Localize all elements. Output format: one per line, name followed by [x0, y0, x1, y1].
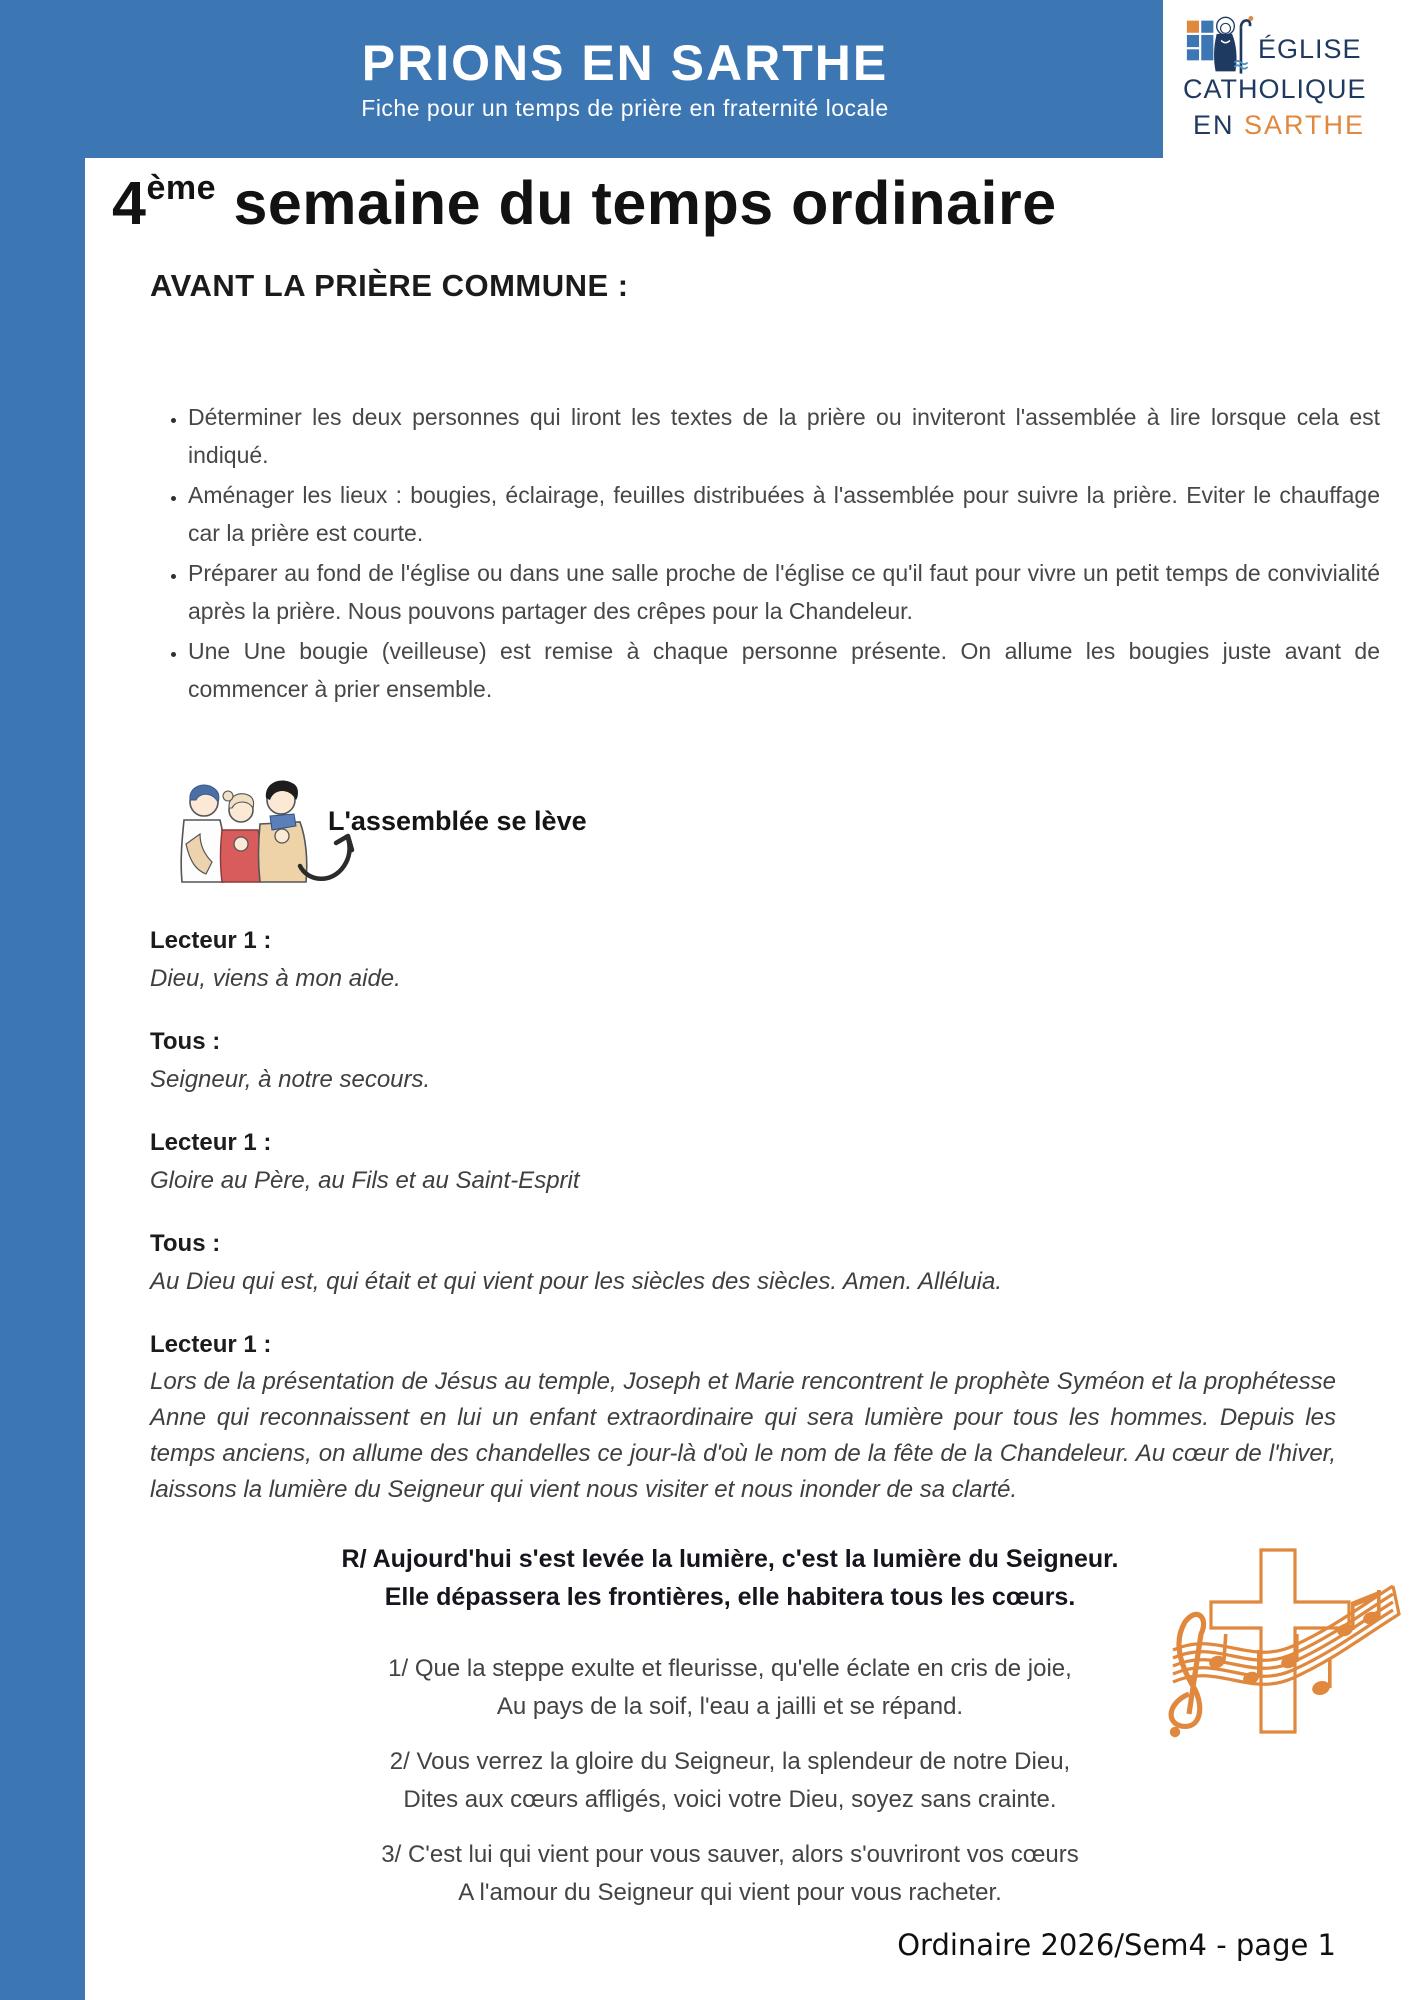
logo-text-sarthe: SARTHE	[1244, 110, 1366, 140]
list-item: • Aménager les lieux : bougies, éclairage, feuilles distribuées à l'assemblée pour suivre la prière. Eviter le chauffage car la prière est courte.	[188, 476, 1380, 552]
ordinal-superscript: ème	[146, 168, 216, 207]
verse-line: 3/ C'est lui qui vient pour vous sauver, alors s'ouvriront vos cœurs	[381, 1841, 1079, 1868]
speaker-label: Lecteur 1 :	[150, 1331, 272, 1358]
dialogue-block	[150, 1124, 1336, 1199]
verse-1	[200, 1650, 1260, 1726]
refrain	[200, 1540, 1260, 1616]
verse-3	[200, 1836, 1260, 1912]
curved-up-arrow-icon	[296, 828, 360, 888]
dialogue-block	[150, 922, 1336, 997]
song-verses	[200, 1650, 1260, 1929]
logo-text-catholique: CATHOLIQUE	[1183, 74, 1367, 104]
refrain-line-2: Elle dépassera les frontières, elle habitera tous les cœurs.	[384, 1583, 1076, 1611]
page-footer: Ordinaire 2026/Sem4 - page 1	[897, 1928, 1336, 1962]
dialogue-text: Au Dieu qui est, qui était et qui vient pour les siècles des siècles. Amen. Alléluia.	[150, 1268, 1002, 1295]
verse-line: Dites aux cœurs affligés, voici votre Dieu, soyez sans crainte.	[403, 1786, 1057, 1813]
reading-paragraph: Lors de la présentation de Jésus au temple, Joseph et Marie rencontrent le prophète Syméon et la prophétesse Anne qui reconnaissent en lui un enfant extraordinaire qui sera lumière pour tous les hommes. Depuis les temps anciens, on allume des chandelles ce jour-là d'où le nom de la fête de la Chandeleur. Au cœur de l'hiver, laissons la lumière du Seigneur qui vient nous visiter et nous inonder de sa clarté.	[150, 1368, 1336, 1503]
verse-line: Au pays de la soif, l'eau a jailli et se répand.	[496, 1693, 964, 1720]
assembly-stands-label: L'assemblée se lève	[328, 806, 587, 836]
logo-text-en: EN	[1193, 110, 1245, 140]
dialogue-text: Dieu, viens à mon aide.	[150, 965, 401, 992]
dialogue-block	[150, 1023, 1336, 1098]
logo-text-eglise: ÉGLISE	[1258, 34, 1362, 64]
week-number: 4	[112, 169, 147, 237]
dialogue-block	[150, 1326, 1336, 1508]
list-item: • Une Une bougie (veilleuse) est remise à chaque personne présente. On allume les bougies juste avant de commencer à prier ensemble.	[188, 632, 1380, 708]
page-title	[112, 168, 1057, 238]
section-heading-before-prayer: AVANT LA PRIÈRE COMMUNE :	[150, 268, 629, 303]
bishop-logo-icon	[1185, 14, 1255, 78]
speaker-label: Tous :	[150, 1028, 221, 1055]
dialogue-block	[150, 1225, 1336, 1300]
speaker-label: Tous :	[150, 1230, 221, 1257]
prayer-dialogue	[150, 922, 1336, 1534]
app-title: PRIONS EN SARTHE	[361, 35, 889, 91]
speaker-label: Lecteur 1 :	[150, 1129, 272, 1156]
dialogue-text: Seigneur, à notre secours.	[150, 1066, 431, 1093]
list-item: • Préparer au fond de l'église ou dans une salle proche de l'église ce qu'il faut pour vivre un petit temps de convivialité après la prière. Nous pouvons partager des crêpes pour la Chandeleur.	[188, 554, 1380, 630]
verse-line: 1/ Que la steppe exulte et fleurisse, qu'elle éclate en cris de joie,	[388, 1655, 1072, 1682]
dialogue-text: Gloire au Père, au Fils et au Saint-Esprit	[150, 1167, 580, 1194]
page-title-rest: semaine du temps ordinaire	[216, 169, 1057, 237]
speaker-label: Lecteur 1 :	[150, 927, 272, 954]
verse-line: A l'amour du Seigneur qui vient pour vous racheter.	[458, 1879, 1002, 1906]
logo-text-en-sarthe	[1193, 110, 1365, 141]
verse-2	[200, 1743, 1260, 1819]
preparation-list	[150, 398, 1380, 710]
header-subtitle: Fiche pour un temps de prière en fraternité locale	[361, 95, 889, 121]
list-item: • Déterminer les deux personnes qui liront les textes de la prière ou inviteront l'assemblée à lire lorsque cela est indiqué.	[188, 398, 1380, 474]
refrain-line-1: R/ Aujourd'hui s'est levée la lumière, c'est la lumière du Seigneur.	[341, 1545, 1119, 1573]
header-band	[85, 0, 1165, 158]
verse-line: 2/ Vous verrez la gloire du Seigneur, la splendeur de notre Dieu,	[389, 1748, 1071, 1775]
diocese-logo	[1163, 0, 1414, 158]
